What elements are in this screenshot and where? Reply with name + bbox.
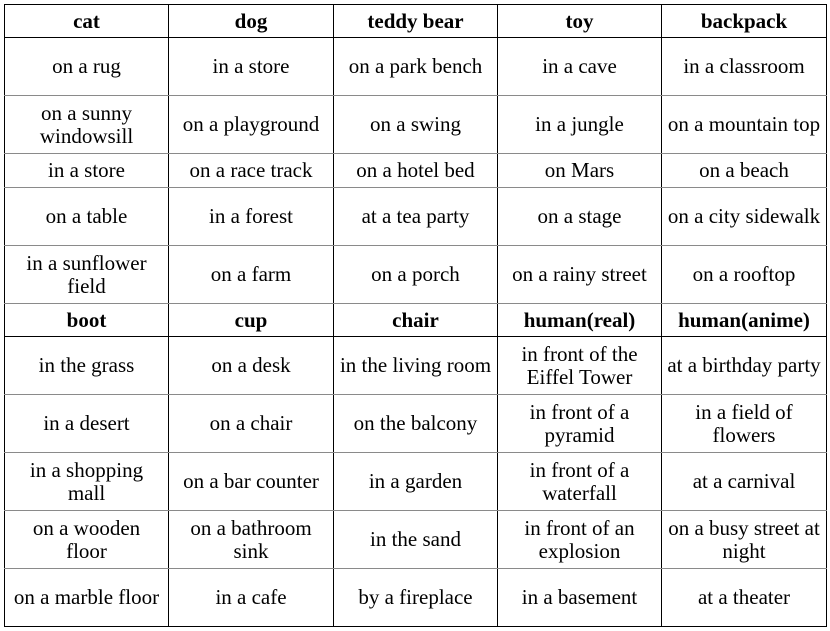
table-cell: on a rooftop <box>662 246 827 304</box>
table-cell: on a bathroom sink <box>169 511 334 569</box>
table-cell: in a classroom <box>662 38 827 96</box>
table-row <box>5 188 827 246</box>
table-cell: on a marble floor <box>5 569 169 627</box>
table-row <box>5 569 827 627</box>
table-cell: on a farm <box>169 246 334 304</box>
table-cell: on a busy street at night <box>662 511 827 569</box>
table-cell: in a field of flowers <box>662 395 827 453</box>
column-header: cat <box>5 5 169 38</box>
column-header: human(real) <box>498 304 662 337</box>
table-row <box>5 246 827 304</box>
table-cell: on a bar counter <box>169 453 334 511</box>
table-cell: on a park bench <box>334 38 498 96</box>
table-cell: at a theater <box>662 569 827 627</box>
header-row-bottom <box>5 304 827 337</box>
table-cell: on a swing <box>334 96 498 154</box>
table-cell: on a chair <box>169 395 334 453</box>
column-header: backpack <box>662 5 827 38</box>
table-cell: in a desert <box>5 395 169 453</box>
table-row <box>5 453 827 511</box>
header-row-top <box>5 5 827 38</box>
table-cell: in a cafe <box>169 569 334 627</box>
table-cell: on a wooden floor <box>5 511 169 569</box>
column-header: dog <box>169 5 334 38</box>
table-row <box>5 38 827 96</box>
table-cell: on a sunny windowsill <box>5 96 169 154</box>
table-row <box>5 154 827 188</box>
table-cell: in a garden <box>334 453 498 511</box>
table-cell: in the sand <box>334 511 498 569</box>
table-cell: on a city sidewalk <box>662 188 827 246</box>
table-cell: on Mars <box>498 154 662 188</box>
table-cell: on a race track <box>169 154 334 188</box>
table-cell: on a rug <box>5 38 169 96</box>
table-cell: in a sunflower field <box>5 246 169 304</box>
table-cell: on a beach <box>662 154 827 188</box>
table-row <box>5 96 827 154</box>
column-header: cup <box>169 304 334 337</box>
table-cell: in front of a waterfall <box>498 453 662 511</box>
table-cell: on a rainy street <box>498 246 662 304</box>
category-location-table <box>4 4 827 627</box>
table-cell: on a stage <box>498 188 662 246</box>
table-row <box>5 395 827 453</box>
table-cell: on a table <box>5 188 169 246</box>
table-cell: in a store <box>5 154 169 188</box>
table-cell: in front of the Eiffel Tower <box>498 337 662 395</box>
table-cell: on a desk <box>169 337 334 395</box>
column-header: toy <box>498 5 662 38</box>
table-cell: at a tea party <box>334 188 498 246</box>
table-cell: in the living room <box>334 337 498 395</box>
table-cell: at a carnival <box>662 453 827 511</box>
table-cell: by a fireplace <box>334 569 498 627</box>
table-cell: on the balcony <box>334 395 498 453</box>
table-row <box>5 511 827 569</box>
table-cell: in a jungle <box>498 96 662 154</box>
column-header: chair <box>334 304 498 337</box>
table-cell: on a mountain top <box>662 96 827 154</box>
table-cell: in a forest <box>169 188 334 246</box>
table-cell: in front of a pyramid <box>498 395 662 453</box>
table-row <box>5 337 827 395</box>
table-cell: in a store <box>169 38 334 96</box>
table-cell: in the grass <box>5 337 169 395</box>
table-cell: on a porch <box>334 246 498 304</box>
table-cell: at a birthday party <box>662 337 827 395</box>
column-header: human(anime) <box>662 304 827 337</box>
column-header: boot <box>5 304 169 337</box>
table-cell: in front of an explosion <box>498 511 662 569</box>
table-cell: in a basement <box>498 569 662 627</box>
table-cell: in a cave <box>498 38 662 96</box>
table-cell: on a hotel bed <box>334 154 498 188</box>
column-header: teddy bear <box>334 5 498 38</box>
table-cell: in a shopping mall <box>5 453 169 511</box>
table-cell: on a playground <box>169 96 334 154</box>
